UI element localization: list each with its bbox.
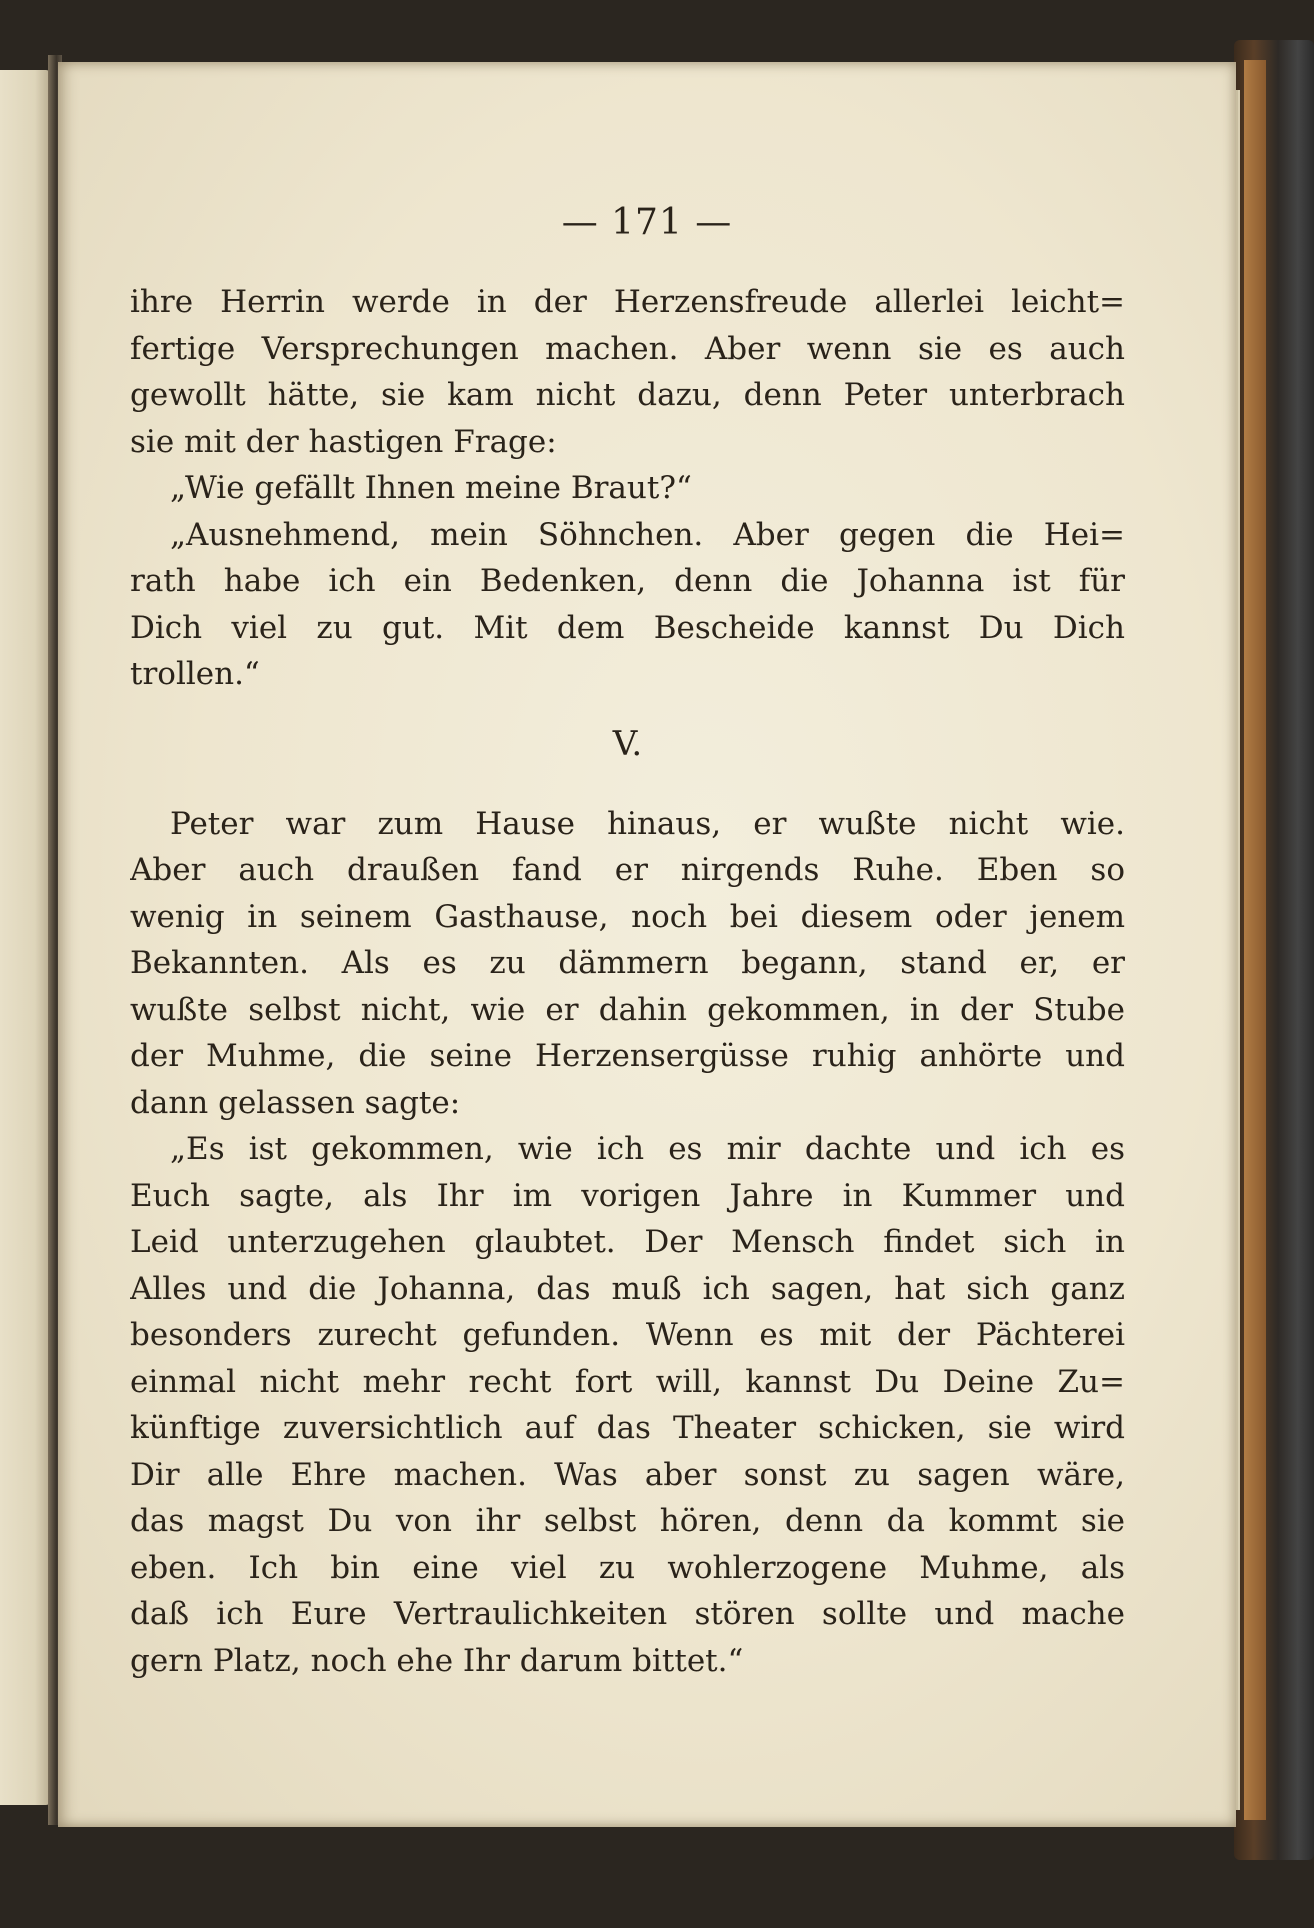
text-line: Leid unterzugehen glaubtet. Der Mensch findet sich in (130, 1224, 1125, 1260)
text-line: gern Platz, noch ehe Ihr darum bittet.“ (130, 1642, 744, 1679)
text-line: eben. Ich bin eine viel zu wohlerzogene Muhme, als (130, 1549, 1125, 1586)
text-line: das magst Du von ihr selbst hören, denn da kommt sie (130, 1503, 1125, 1539)
text-line: künftige zuversichtlich auf das Theater schicken, sie wird (130, 1410, 1125, 1446)
text-line: fertige Versprechungen machen. Aber wenn sie es auch (130, 330, 1125, 367)
text-line: „Ausnehmend, mein Söhnchen. Aber gegen die Hei= (170, 516, 1125, 553)
section-heading: V. (612, 723, 643, 764)
text-line: Dir alle Ehre machen. Was aber sonst zu sagen wäre, (130, 1456, 1125, 1493)
text-line: Aber auch draußen fand er nirgends Ruhe. Eben so (130, 852, 1125, 888)
text-line: besonders zurecht gefunden. Wenn es mit der Pächterei (130, 1317, 1125, 1353)
text-line: Dich viel zu gut. Mit dem Bescheide kannst Du Dich (130, 609, 1125, 646)
text-line: daß ich Eure Vertraulichkeiten stören sollte und mache (130, 1596, 1125, 1632)
text-line: Euch sagte, als Ihr im vorigen Jahre in Kummer und (130, 1177, 1125, 1214)
text-line: sie mit der hastigen Frage: (130, 423, 557, 460)
page-text (130, 279, 1125, 1684)
text-line: ihre Herrin werde in der Herzensfreude allerlei leicht= (130, 284, 1125, 320)
facing-page-edge (0, 70, 50, 1805)
text-line: trollen.“ (130, 656, 260, 692)
text-line: rath habe ich ein Bedenken, denn die Johanna ist für (130, 563, 1125, 599)
text-line: wenig in seinem Gasthause, noch bei diesem oder jenem (130, 898, 1125, 935)
text-line: Alles und die Johanna, das muß ich sagen, hat sich ganz (130, 1270, 1125, 1307)
text-line: gewollt hätte, sie kam nicht dazu, denn Peter unterbrach (130, 377, 1125, 413)
book-page (58, 62, 1236, 1827)
text-line: Bekannten. Als es zu dämmern begann, stand er, er (130, 945, 1125, 981)
text-line: „Es ist gekommen, wie ich es mir dachte und ich es (170, 1131, 1125, 1167)
text-line: der Muhme, die seine Herzensergüsse ruhig anhörte und (130, 1038, 1125, 1074)
text-line: einmal nicht mehr recht fort will, kannst Du Deine Zu= (130, 1363, 1125, 1400)
text-line: Peter war zum Hause hinaus, er wußte nicht wie. (170, 805, 1125, 842)
cover-edge (1244, 60, 1266, 1820)
text-line: „Wie gefällt Ihnen meine Braut?“ (170, 470, 692, 506)
page-number: — 171 — (561, 202, 733, 243)
text-line: dann gelassen sagte: (130, 1084, 461, 1121)
text-line: wußte selbst nicht, wie er dahin gekommen, in der Stube (130, 991, 1125, 1028)
